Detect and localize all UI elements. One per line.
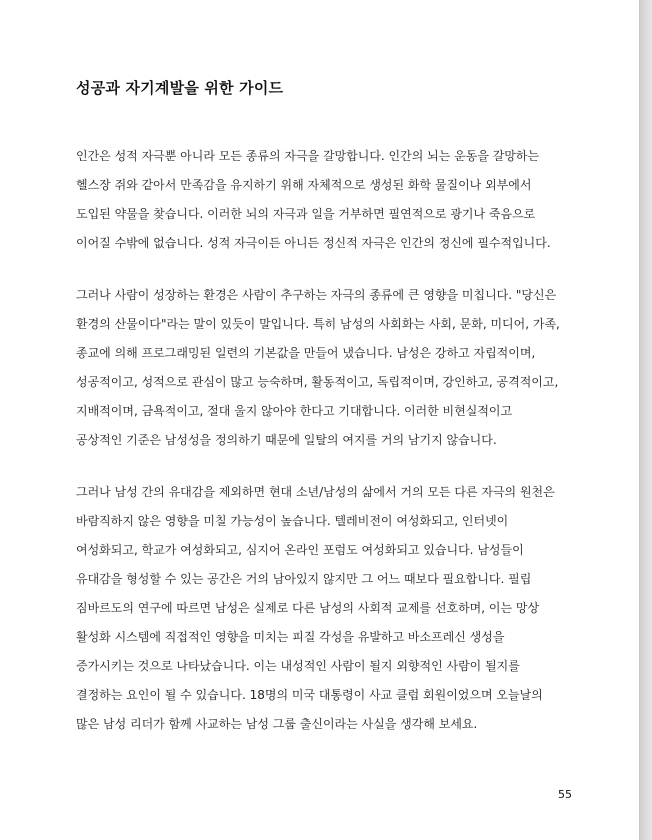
document-title: 성공과 자기계발을 위한 가이드 [76, 79, 284, 97]
paragraph-3 [76, 478, 555, 739]
paragraph-1 [76, 142, 551, 258]
text-line: 이어질 수밖에 없습니다. 성적 자극이든 아니든 정신적 자극은 인간의 정신에 필수적입니다. [76, 236, 551, 250]
page-number: 55 [558, 788, 572, 801]
text-line: 여성화되고, 학교가 여성화되고, 심지어 온라인 포럼도 여성화되고 있습니다. 남성들이 [76, 543, 524, 557]
text-line: 도입된 약물을 찾습니다. 이러한 뇌의 자극과 일을 거부하면 필연적으로 광기나 죽음으로 [76, 207, 536, 221]
text-line: 성공적이고, 성적으로 관심이 많고 능숙하며, 활동적이고, 독립적이며, 강인하고, 공격적이고, [76, 375, 559, 389]
text-line: 그러나 사람이 성장하는 환경은 사람이 추구하는 자극의 종류에 큰 영향을 미칩니다. "당신은 [76, 288, 557, 302]
text-line: 환경의 산물이다"라는 말이 있듯이 말입니다. 특히 남성의 사회화는 사회, 문화, 미디어, 가족, [76, 317, 560, 331]
text-line: 유대감을 형성할 수 있는 공간은 거의 남아있지 않지만 그 어느 때보다 필요합니다. 필립 [76, 572, 532, 586]
text-line: 결정하는 요인이 될 수 있습니다. 18명의 미국 대통령이 사교 클럽 회원이었으며 오늘날의 [76, 688, 543, 702]
paragraph-2 [76, 281, 560, 455]
text-line: 지배적이며, 금욕적이고, 절대 울지 않아야 한다고 기대합니다. 이러한 비현실적이고 [76, 404, 513, 418]
text-line: 증가시키는 것으로 나타났습니다. 이는 내성적인 사람이 될지 외향적인 사람이 될지를 [76, 659, 520, 673]
page-edge-shadow [640, 0, 652, 840]
text-line: 인간은 성적 자극뿐 아니라 모든 종류의 자극을 갈망합니다. 인간의 뇌는 운동을 갈망하는 [76, 149, 540, 163]
text-line: 많은 남성 리더가 함께 사교하는 남성 그룹 출신이라는 사실을 생각해 보세요. [76, 717, 478, 731]
text-line: 헬스장 쥐와 같아서 만족감을 유지하기 위해 자체적으로 생성된 화학 물질이나 외부에서 [76, 178, 532, 192]
text-line: 바람직하지 않은 영향을 미칠 가능성이 높습니다. 텔레비전이 여성화되고, 인터넷이 [76, 514, 509, 528]
text-line: 공상적인 기준은 남성성을 정의하기 때문에 일탈의 여지를 거의 남기지 않습니다. [76, 433, 497, 447]
text-line: 종교에 의해 프로그래밍된 일련의 기본값을 만들어 냈습니다. 남성은 강하고 자립적이며, [76, 346, 536, 360]
text-line: 짐바르도의 연구에 따르면 남성은 실제로 다른 남성의 사회적 교제를 선호하며, 이는 망상 [76, 601, 540, 615]
text-line: 활성화 시스템에 직접적인 영향을 미치는 피질 각성을 유발하고 바소프레신 생성을 [76, 630, 505, 644]
text-line: 그러나 남성 간의 유대감을 제외하면 현대 소년/남성의 삶에서 거의 모든 다른 자극의 원천은 [76, 485, 555, 499]
